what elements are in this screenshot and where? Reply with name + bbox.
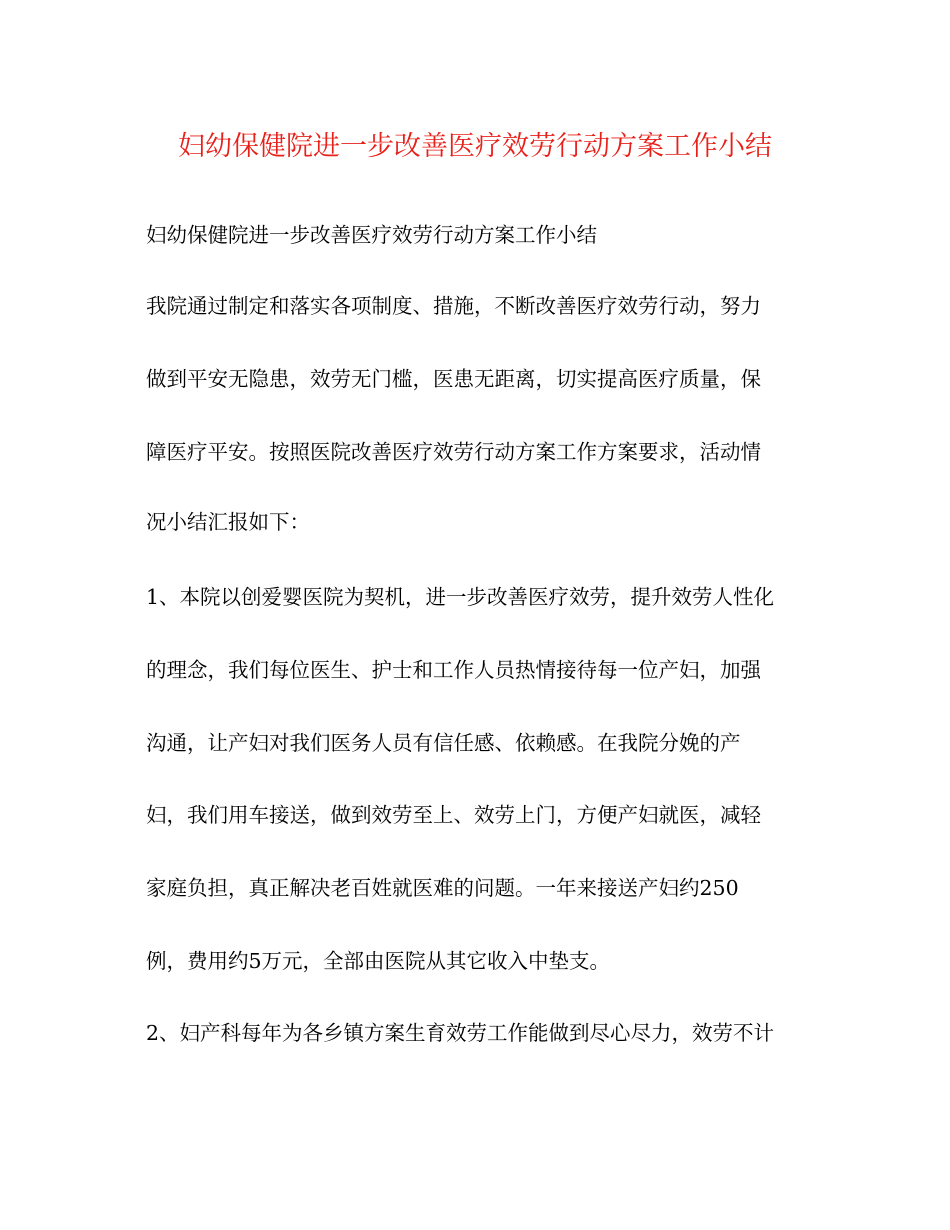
document-title: 妇幼保健院进一步改善医疗效劳行动方案工作小结 [178,131,772,162]
paragraph-line: 做到平安无隐患，效劳无门槛，医患无距离，切实提高医疗质量，保 [146,367,761,391]
paragraph-line: 沟通，让产妇对我们医务人员有信任感、依赖感。在我院分娩的产 [146,731,741,755]
paragraph-line: 妇，我们用车接送，做到效劳至上、效劳上门，方便产妇就医，减轻 [146,803,761,827]
paragraph-line: 我院通过制定和落实各项制度、措施，不断改善医疗效劳行动，努力 [146,294,761,318]
paragraph-line: 2、妇产科每年为各乡镇方案生育效劳工作能做到尽心尽力，效劳不计 [146,1021,775,1045]
paragraph-line: 1、本院以创爱婴医院为契机，进一步改善医疗效劳，提升效劳人性化 [146,585,775,609]
document-subtitle: 妇幼保健院进一步改善医疗效劳行动方案工作小结 [146,223,597,247]
paragraph-line: 的理念，我们每位医生、护士和工作人员热情接待每一位产妇，加强 [146,658,761,682]
paragraph-line: 例，费用约5万元，全部由医院从其它收入中垫支。 [146,949,611,973]
paragraph-line: 障医疗平安。按照医院改善医疗效劳行动方案工作方案要求，活动情 [146,440,761,464]
paragraph-line: 况小结汇报如下： [146,510,310,534]
paragraph-line: 家庭负担，真正解决老百姓就医难的问题。一年来接送产妇约250 [146,876,739,900]
